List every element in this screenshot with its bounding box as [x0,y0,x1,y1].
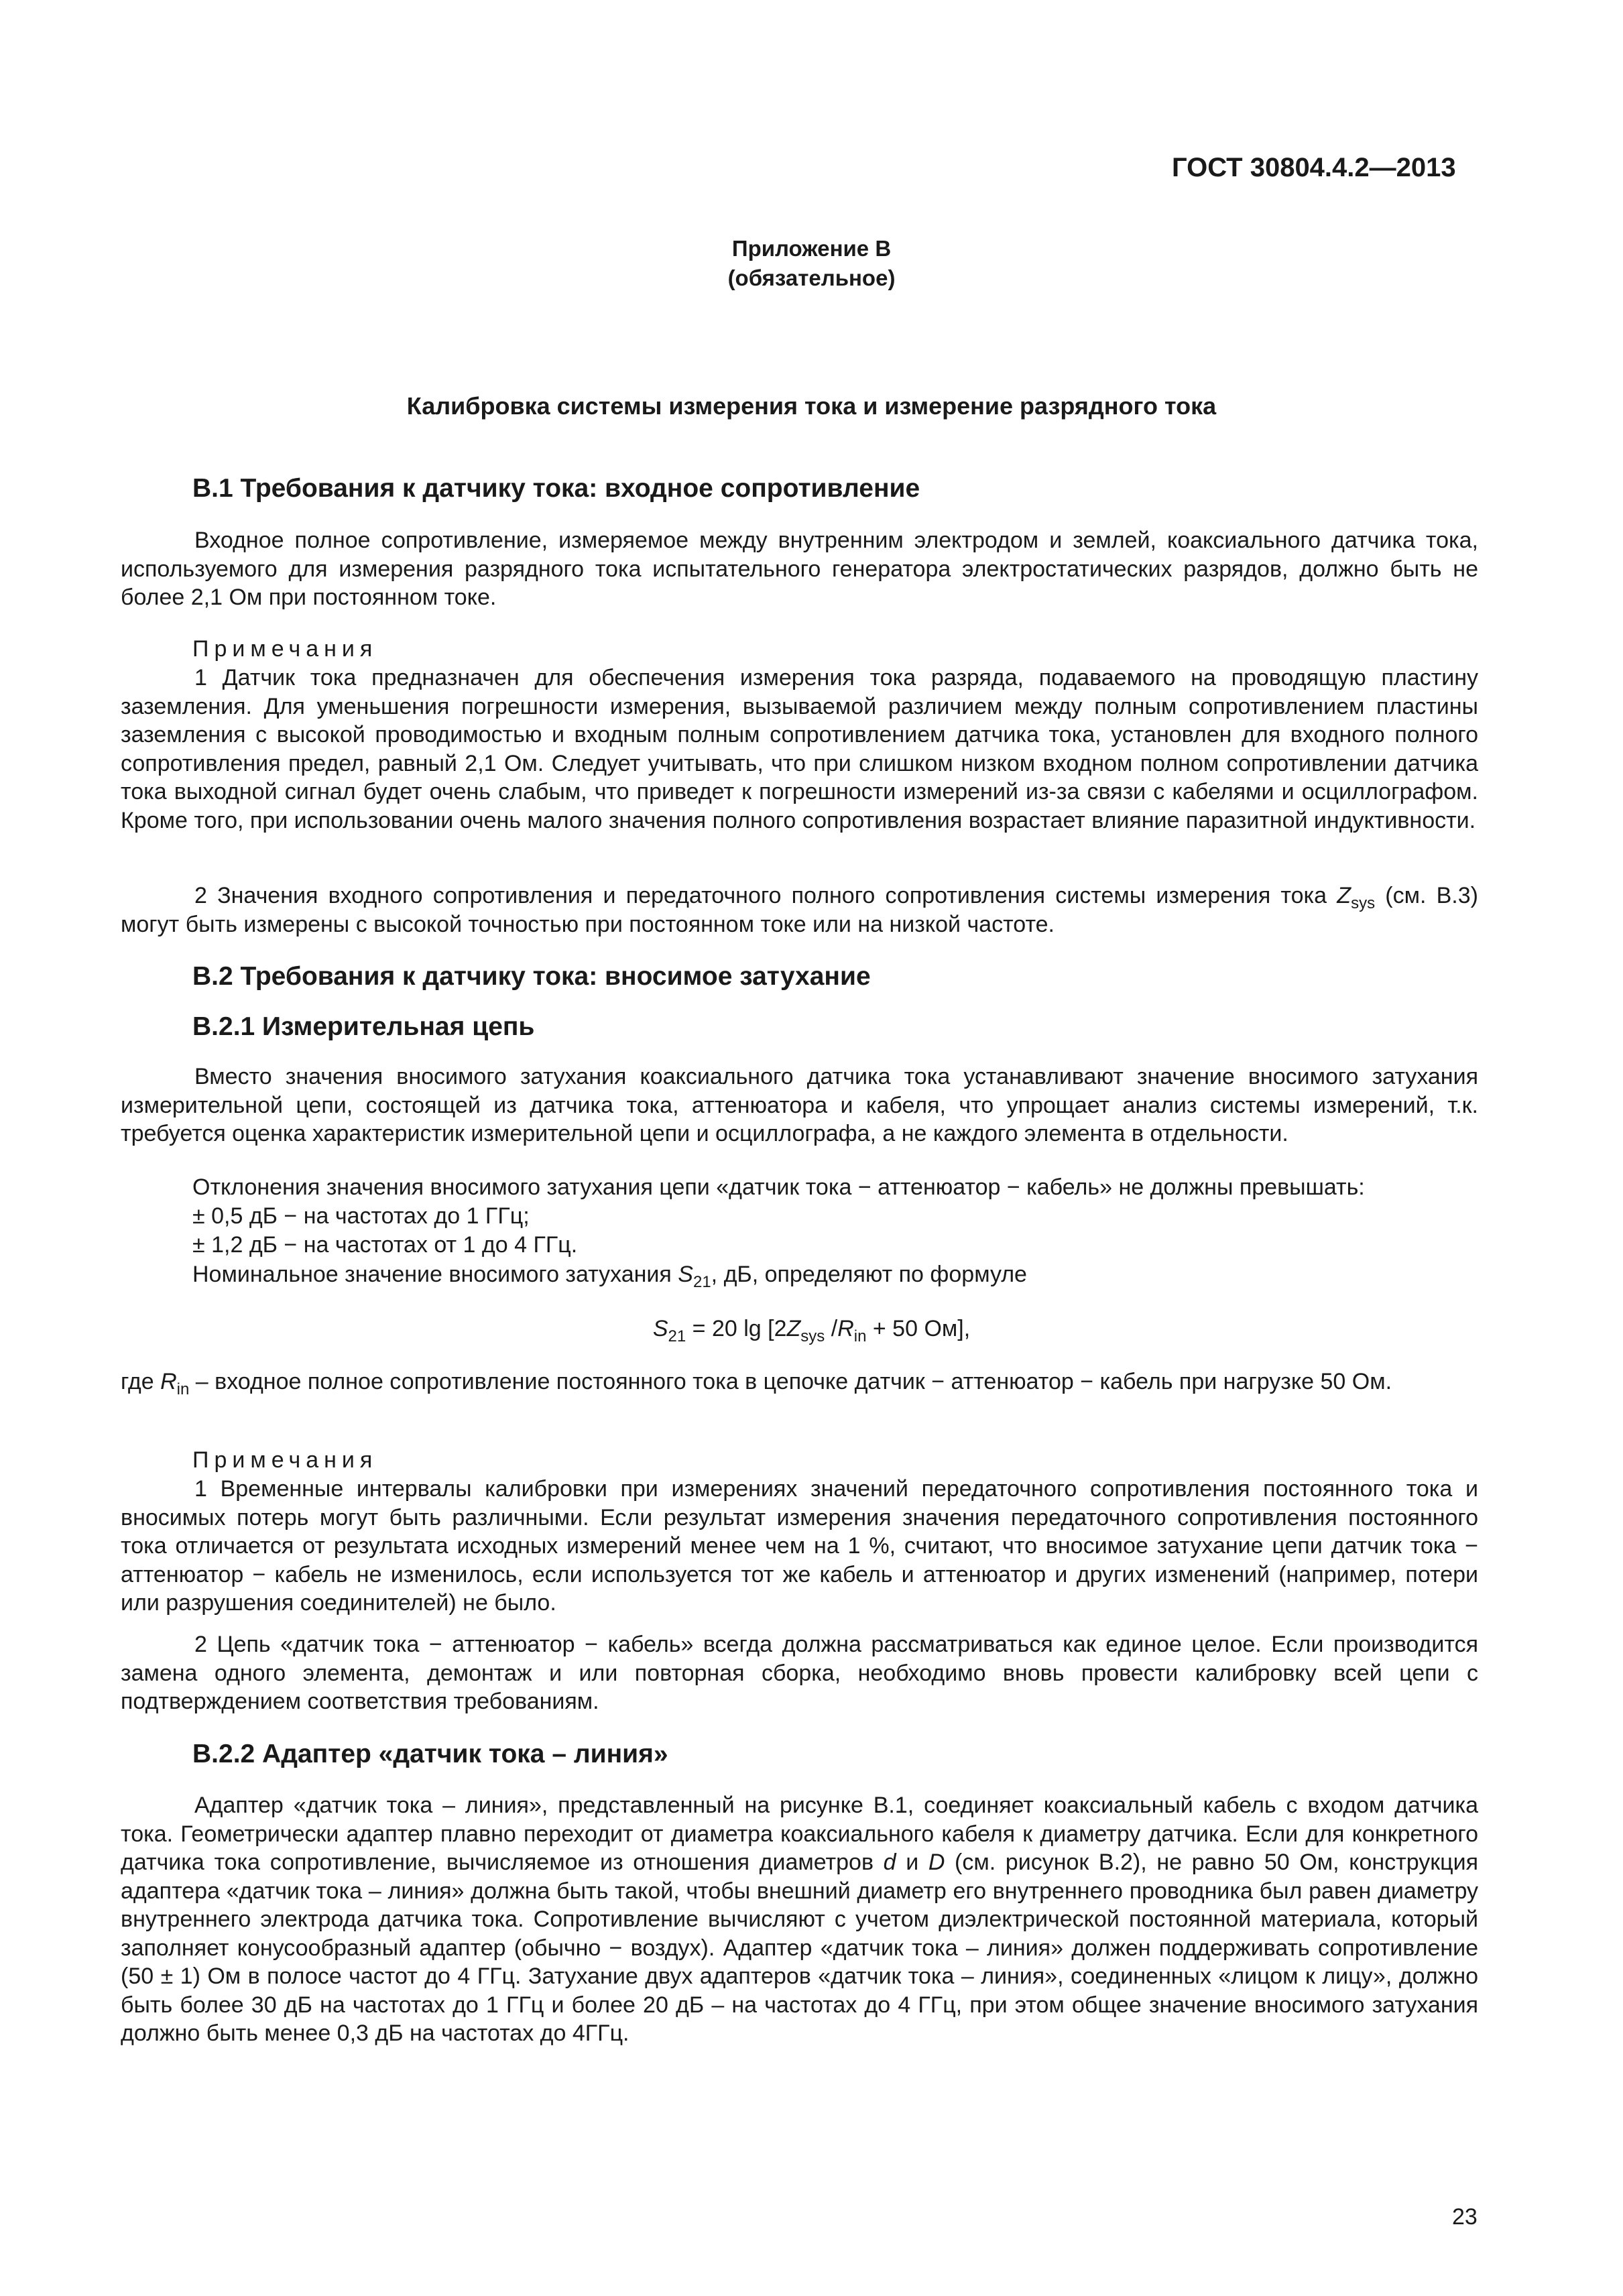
section-b1-paragraph: Входное полное сопротивление, измеряемое между внутренним электродом и землей, коаксиального датчика тока, используемого для измерения разрядного тока испытательного генератора электростатических разрядов, должно быть не более 2,1 Ом при постоянном токе. [121,528,1478,610]
notes-label-2: Примечания [192,1447,378,1473]
deviation-item-2: ± 1,2 дБ − на частотах от 1 до 4 ГГц. [192,1232,578,1258]
appendix-status: (обязательное) [727,265,896,290]
formula-intro: Номинальное значение вносимого затухания $S_{21}$, дБ, определяют по формуле [192,1262,1027,1291]
deviation-intro: Отклонения значения вносимого затухания цепи «датчик тока − аттенюатор − кабель» не должны превышать: [192,1174,1365,1200]
section-b1-heading: В.1 Требования к датчику тока: входное сопротивление [192,474,920,503]
section-b21-paragraph: Вместо значения вносимого затухания коаксиального датчика тока устанавливают значение вносимого затухания измерительной цепи, состоящей из датчика тока, аттенюатора и кабеля, что упрощает анализ системы измерений, т.к. требуется оценка характеристик измерительной цепи и осциллографа, а не каждого элемента в отдельности. [121,1064,1478,1146]
attenuation-formula: $S_{21} = 20$ $\lg [2Z_{sys}$ $/R_{in} + 50$ Ом], [652,1316,971,1345]
section-b2-heading: В.2 Требования к датчику тока: вносимое затухание [192,962,871,991]
notes-label-1: Примечания [192,636,378,662]
appendix-name: Приложение В [731,236,892,261]
section-b22-paragraph: Адаптер «датчик тока – линия», представленный на рисунке В.1, соединяет коаксиальный кабель с входом датчика тока. Геометрически адаптер плавно переходит от диаметра коаксиального кабеля к диаметру датчика. Если для конкретного датчика тока сопротивление, вычисляемое из отношения диаметров d и D (см. рисунок В.2), не равно 50 Ом, конструкция адаптера «датчик тока – линия» должна быть такой, чтобы внешний диаметр его внутреннего проводника был равен диаметру внутреннего электрода датчика тока. Сопротивление вычисляют с учетом диэлектрической постоянной материала, который заполняет конусообразный адаптер (обычно − воздух). Адаптер «датчик тока – линия» должен поддерживать сопротивление (50 ± 1) Ом в полосе частот до 4 ГГц. Затухание двух адаптеров «датчик тока – линия», соединенных «лицом к лицу», должно быть более 30 дБ на частотах до 1 ГГц и более 20 дБ – на частотах до 4 ГГц, при этом общее значение вносимого затухания должно быть менее 0,3 дБ на частотах до 4ГГц. [121,1793,1478,2046]
page-number: 23 [1452,2204,1478,2230]
section-b22-heading: В.2.2 Адаптер «датчик тока – линия» [192,1740,668,1768]
standard-designation: ГОСТ 30804.4.2—2013 [1172,153,1456,182]
note-b1-1: 1 Датчик тока предназначен для обеспечения измерения тока разряда, подаваемого на проводящую пластину заземления. Для уменьшения погрешности измерения, вызываемой различием между полным сопротивлением пластины заземления с высокой проводимостью и входным полным сопротивлением датчика тока, установлен для входного полного сопротивления предел, равный 2,1 Ом. Следует учитывать, что при слишком низком входном полном сопротивлении датчика тока выходной сигнал будет очень слабым, что приведет к погрешности измерений из-за связи с кабелями и осциллографом. Кроме того, при использовании очень малого значения полного сопротивления возрастает влияние паразитной индуктивности. [121,665,1478,833]
appendix-title: Калибровка системы измерения тока и измерение разрядного тока [406,392,1217,420]
section-b21-heading: В.2.1 Измерительная цепь [192,1012,535,1041]
note-b2-2: 2 Цепь «датчик тока − аттенюатор − кабель» всегда должна рассматриваться как единое целое. Если производится замена одного элемента, демонтаж и или повторная сборка, необходимо вновь провести калибровку всей цепи с подтверждением соответствия требованиям. [121,1632,1478,1714]
note-b2-1: 1 Временные интервалы калибровки при измерениях значений передаточного сопротивления постоянного тока и вносимых потерь могут быть различными. Если результат измерения значения передаточного сопротивления постоянного тока отличается от результата исходных измерений менее чем на 1 %, считают, что вносимое затухание цепи датчик тока − аттенюатор − кабель не изменилось, если используется тот же кабель и аттенюатор и других изменений (например, потери или разрушения соединителей) не было. [121,1476,1478,1616]
note-b1-2: 2 Значения входного сопротивления и передаточного полного сопротивления системы измерения тока $Z_{sys}$ (см. В.3) могут быть измерены с высокой точностью при постоянном токе или на низкой частоте. [121,883,1478,937]
deviation-item-1: ± 0,5 дБ − на частотах до 1 ГГц; [192,1203,530,1229]
formula-explanation: где $R_{in}$ – входное полное сопротивление постоянного тока в цепочке датчик − аттенюатор − кабель при нагрузке 50 Ом. [121,1369,1392,1398]
